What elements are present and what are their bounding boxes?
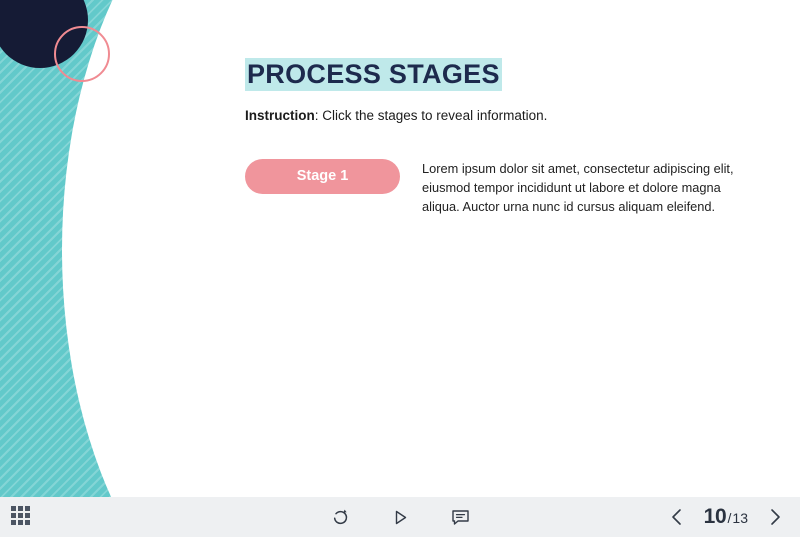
play-icon[interactable] (388, 505, 412, 529)
stage-description: Lorem ipsum dolor sit amet, consectetur adipiscing elit, eiusmod tempor incididunt ut labore et dolore magna aliqua. Auctor urna nunc id cursus aliquam eleifend. (422, 160, 734, 214)
player-toolbar (0, 497, 800, 537)
instruction-label: Instruction (245, 107, 315, 123)
page-total: 13 (732, 510, 748, 526)
page-counter (704, 505, 748, 529)
instruction-body: : Click the stages to reveal information. (314, 107, 548, 123)
pink-ring-decoration (54, 26, 110, 82)
chevron-left-icon[interactable] (666, 506, 688, 528)
replay-icon[interactable] (328, 505, 352, 529)
page-current: 10 (703, 505, 727, 528)
page-navigation (666, 505, 786, 529)
page-separator: / (727, 510, 732, 526)
notes-icon[interactable] (448, 505, 472, 529)
stage-1-button[interactable]: Stage 1 (245, 159, 400, 194)
instruction-text (245, 108, 765, 123)
stage-row (245, 159, 765, 216)
slide-content (245, 58, 765, 216)
page-title: PROCESS STAGES (247, 59, 500, 89)
chevron-right-icon[interactable] (764, 506, 786, 528)
